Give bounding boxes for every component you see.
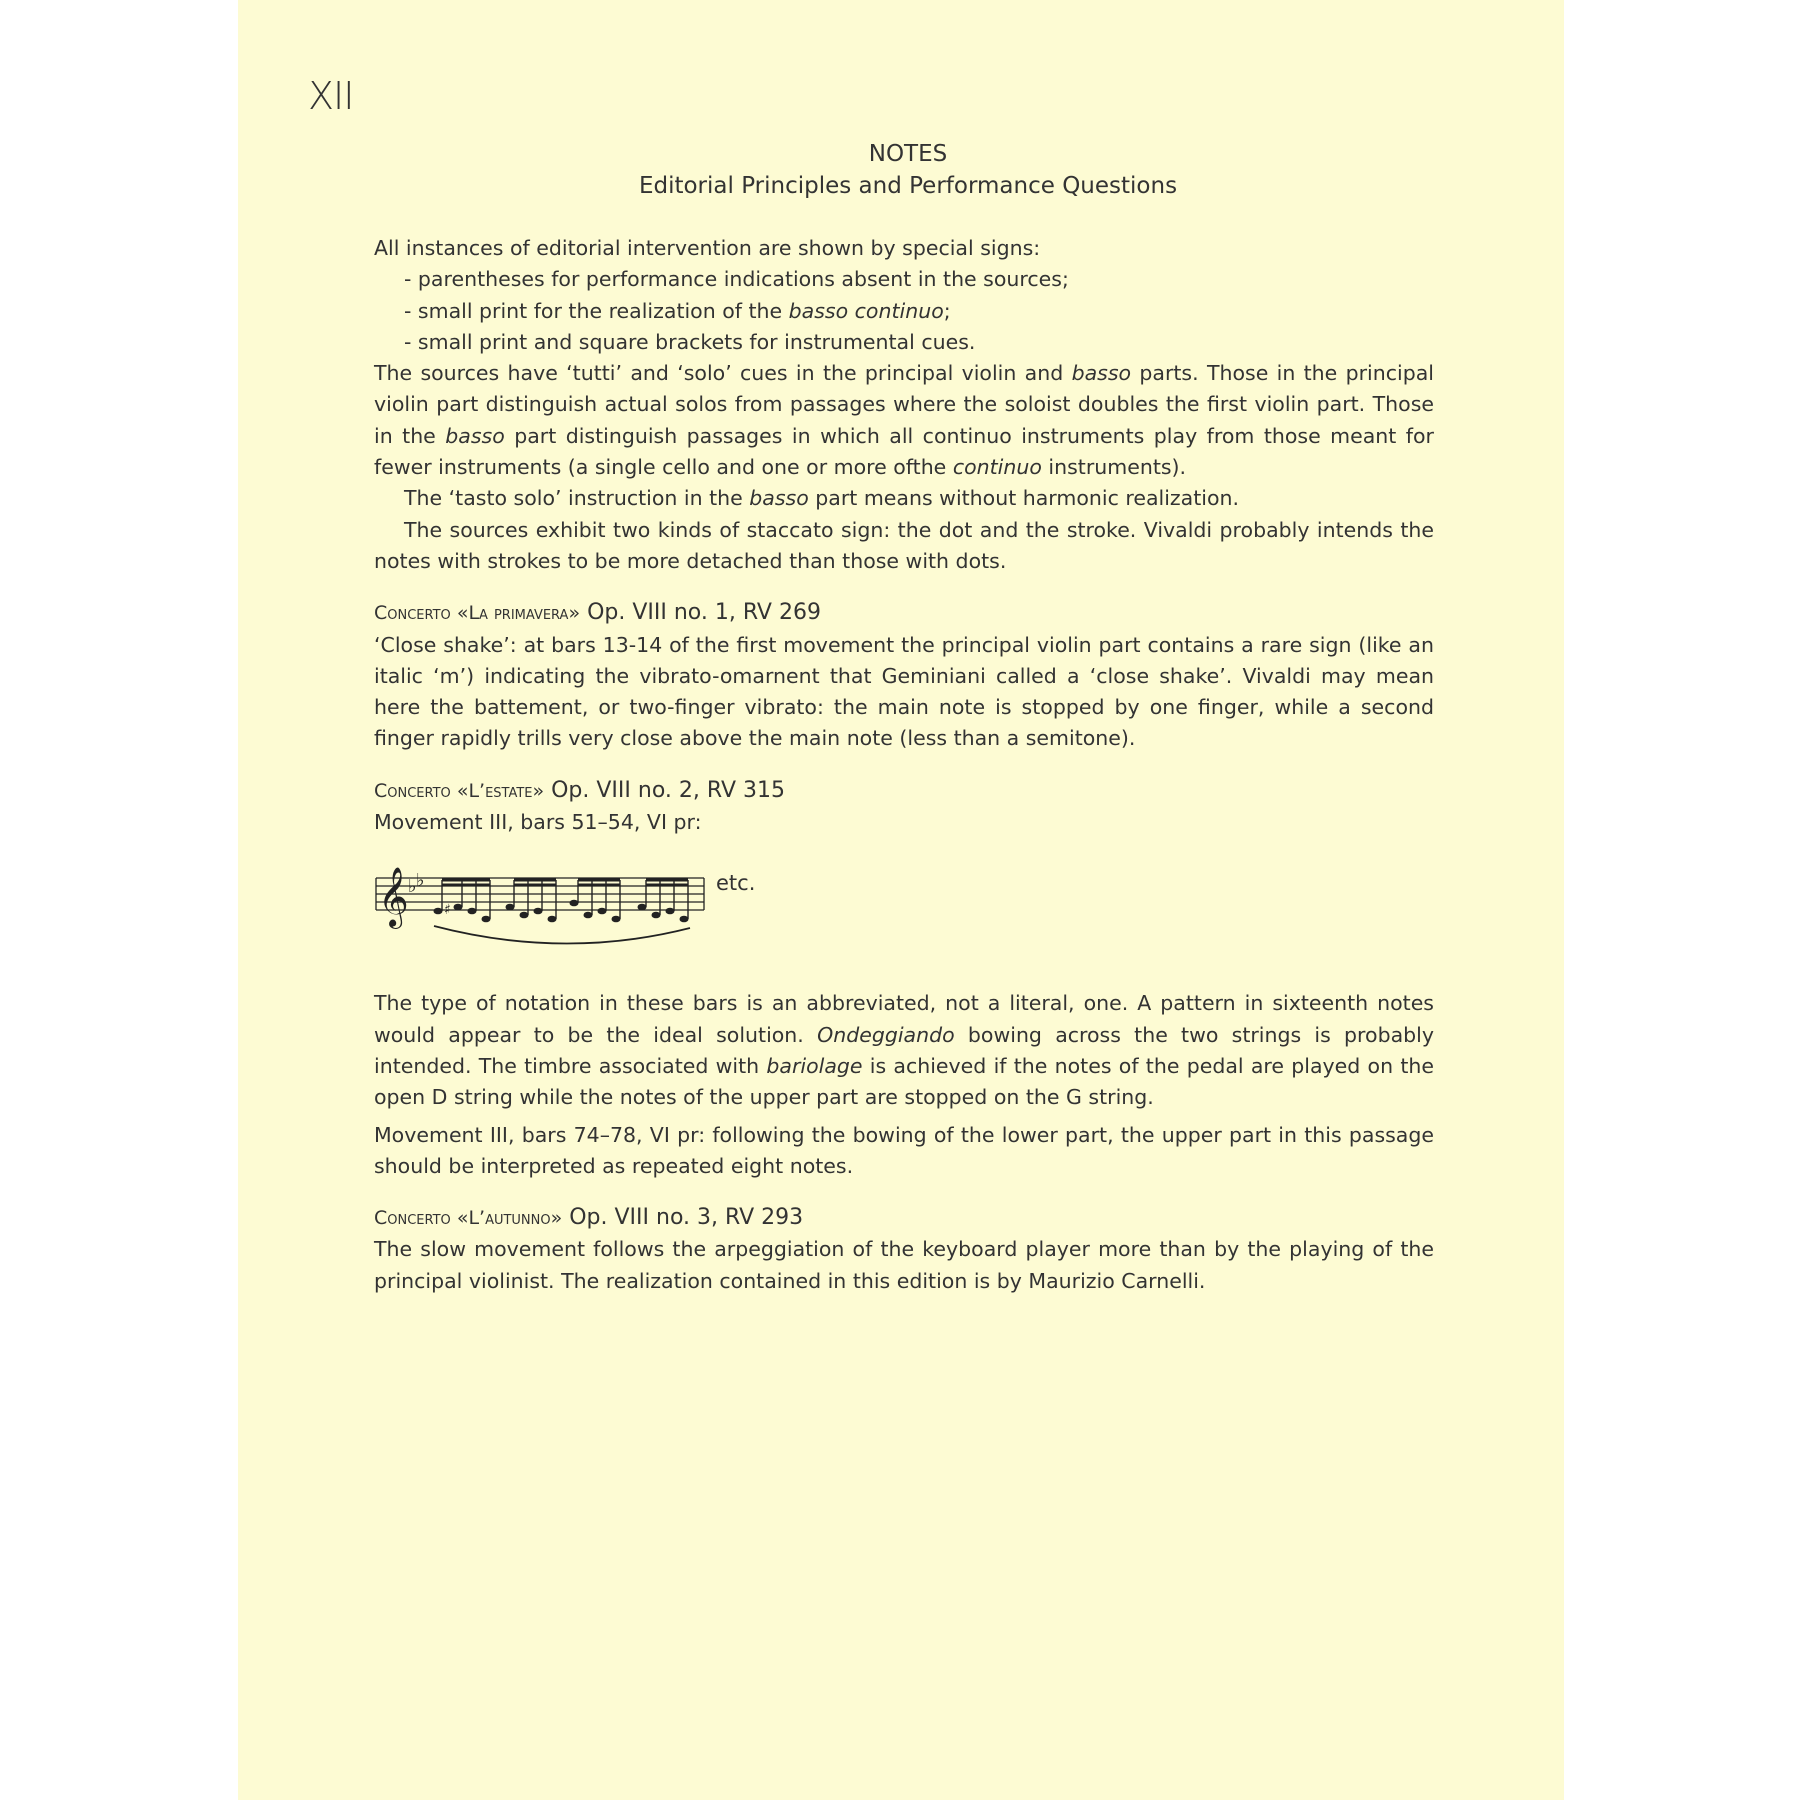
movement-reference: Movement III, bars 51–54, VI pr: [374,810,702,835]
etc-label: etc. [716,871,756,896]
paragraph-realization: The slow movement follows the arpeggiation of the keyboard player more than by the playing of the principal violinist. The realization contained in this edition is by Maurizio Carnelli. [374,1237,1434,1293]
section-heading-autunno: Concerto «L’autunno» Op. VIII no. 3, RV 293 [374,1205,804,1231]
page-subtitle: Editorial Principles and Performance Questions [638,173,1178,199]
music-example [374,848,1434,968]
list-item: - small print and square brackets for instrumental cues. [404,329,976,354]
intro-lead: All instances of editorial intervention are shown by special signs: [374,236,1041,260]
list-item: - small print for the realization of the basso continuo; [404,298,951,323]
section-heading-estate: Concerto «L’estate» Op. VIII no. 2, RV 315 [374,777,785,803]
paragraph-notation: The type of notation in these bars is an abbreviated, not a literal, one. A pattern in sixteenth notes would appear to be the ideal solution. Ondeggiando bowing across the two strings is probably intended. The timbre associated with bariolage is achieved if the notes of the pedal are played on the open D string while the notes of the upper part are stopped on the G string. [374,991,1434,1110]
paragraph-tasto-solo: The ‘tasto solo’ instruction in the basso part means without harmonic realization. [404,486,1240,511]
svg-text:♭: ♭ [416,870,425,892]
paragraph-staccato: The sources exhibit two kinds of staccato sign: the dot and the stroke. Vivaldi probably intends the notes with strokes to be more detached than those with dots. [374,517,1434,573]
page-title: NOTES [868,141,948,167]
page-number: XII [308,74,354,118]
list-item: - parentheses for performance indications absent in the sources; [404,267,1069,292]
svg-text:𝄞: 𝄞 [378,867,409,928]
svg-text:♭: ♭ [408,876,417,898]
svg-text:♯: ♯ [444,902,451,919]
paragraph-tutti-solo: The sources have ‘tutti’ and ‘solo’ cues in the principal violin and basso parts. Those in the principal violin part distinguish actual solos from passages where the soloist doubles the first violin part. Those in the basso part distinguish passages in which all continuo instruments play from those meant for fewer instruments (a single cello and one or more ofthe continuo instruments). [374,361,1434,480]
page [238,0,1564,1800]
paragraph-close-shake: ‘Close shake’: at bars 13-14 of the first movement the principal violin part contains a rare sign (like an italic ‘m’) indicating the vibrato-omarnent that Geminiani called a ‘close shake’. Vivaldi may mean here the battement, or two-finger vibrato: the main note is stopped by one finger, while a second finger rapidly trills very close above the main note (less than a semitone). [374,632,1434,751]
music-notation-icon [374,848,714,958]
section-heading-primavera: Concerto «La primavera» Op. VIII no. 1, RV 269 [374,600,821,626]
paragraph-bowing: Movement III, bars 74–78, VI pr: following the bowing of the lower part, the upper part in this passage should be interpreted as repeated eight notes. [374,1122,1434,1178]
notes-body [374,233,1434,1297]
heading-block [238,138,1578,202]
